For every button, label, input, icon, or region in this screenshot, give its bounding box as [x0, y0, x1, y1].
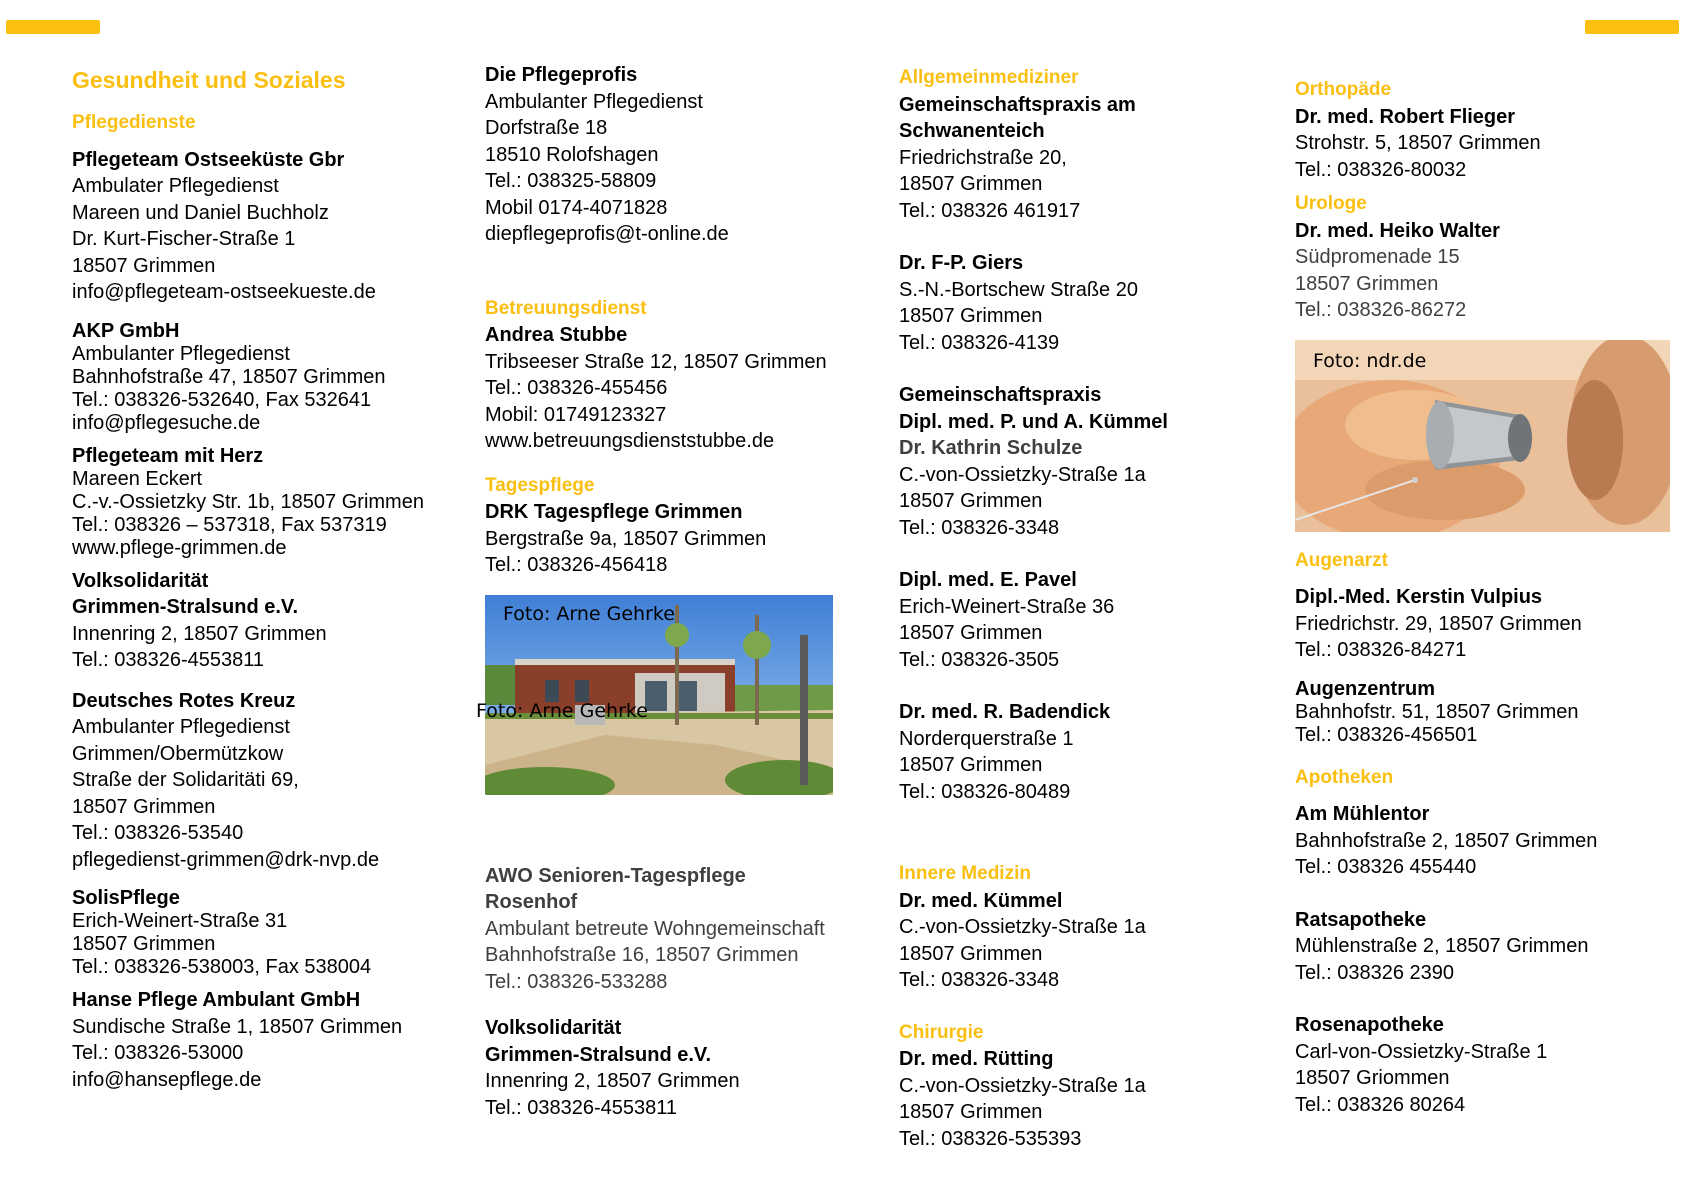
entry-line: Tel.: 038326 461917: [899, 199, 1081, 222]
entry-line: Bergstraße 9a, 18507 Grimmen: [485, 527, 767, 550]
entry-pavel: [899, 567, 1259, 673]
entry-website: www.pflege-grimmen.de: [72, 536, 287, 559]
entry-gemeinschaftspraxis-schwanenteich: [899, 92, 1259, 225]
entry-line: 18507 Grimmen: [1295, 272, 1439, 295]
entry-name: Dr. med. Rütting: [899, 1048, 1054, 1070]
photo-caption: Foto: Arne Gehrke: [503, 602, 675, 625]
ear-exam-photo: [1295, 340, 1670, 532]
entry-line: Tel.: 038326-86272: [1295, 299, 1467, 321]
entry-line: C.-v.-Ossietzky Str. 1b, 18507 Grimmen: [72, 490, 424, 513]
entry-line: Bahnhofstr. 51, 18507 Grimmen: [1295, 700, 1579, 723]
entry-name: AWO Senioren-Tagespflege: [485, 864, 746, 887]
entry-line: S.-N.-Bortschew Straße 20: [899, 278, 1138, 301]
entry-rosenapotheke: [1295, 1012, 1675, 1118]
heading-urologe: Urologe: [1295, 193, 1367, 214]
entry-name: Dipl. med. E. Pavel: [899, 569, 1077, 591]
page-title: Gesundheit und Soziales: [72, 67, 346, 93]
entry-line: C.-von-Ossietzky-Straße 1a: [899, 916, 1146, 938]
entry-line: Tel.: 038326-4139: [899, 331, 1060, 354]
entry-name: Pflegeteam Ostseeküste Gbr: [72, 148, 345, 171]
accent-bar-left: [6, 20, 100, 34]
entry-hanse-pflege: [72, 987, 472, 1093]
entry-line: 18507 Grimmen: [899, 490, 1043, 512]
heading-pflegedienste: Pflegedienste: [72, 112, 196, 133]
entry-name: Ratsapotheke: [1295, 908, 1427, 931]
heading-orthopaede: Orthopäde: [1295, 79, 1392, 100]
entry-line: Mühlenstraße 2, 18507 Grimmen: [1295, 935, 1589, 957]
entry-line: Tel.: 038326-538003, Fax 538004: [72, 956, 372, 978]
entry-andrea-stubbe: [485, 322, 885, 455]
entry-name: Dipl. med. P. und A. Kümmel: [899, 410, 1168, 433]
entry-line: Dr. Kurt-Fischer-Straße 1: [72, 228, 296, 250]
entry-name: Gemeinschaftspraxis: [899, 384, 1102, 406]
entry-website: www.betreuungsdienststubbe.de: [485, 430, 775, 452]
entry-name: SolisPflege: [72, 887, 180, 909]
entry-name: Rosenhof: [485, 891, 578, 913]
entry-line: Carl-von-Ossietzky-Straße 1: [1295, 1040, 1548, 1063]
entry-line: Friedrichstraße 20,: [899, 146, 1067, 169]
entry-augenzentrum: [1295, 678, 1675, 747]
entry-line: Mareen Eckert: [72, 467, 203, 490]
entry-volkssolidaritaet-2: [485, 1015, 885, 1121]
entry-name: Dr. med. Kümmel: [899, 889, 1063, 912]
entry-vulpius: [1295, 584, 1675, 664]
entry-ruetting: [899, 1046, 1259, 1152]
entry-name: Andrea Stubbe: [485, 324, 628, 346]
entry-line: C.-von-Ossietzky-Straße 1a: [899, 463, 1146, 486]
entry-email: info@pflegeteam-ostseekueste.de: [72, 281, 376, 303]
entry-volkssolidaritaet: [72, 568, 472, 674]
entry-line: Tel.: 038326-456501: [1295, 723, 1478, 746]
entry-line: Tel.: 038326-4553811: [72, 649, 265, 671]
entry-line: Friedrichstr. 29, 18507 Grimmen: [1295, 612, 1582, 635]
entry-name: Dr. med. R. Badendick: [899, 701, 1111, 723]
entry-line: 18507 Grimmen: [899, 754, 1043, 776]
entry-line: Bahnhofstraße 2, 18507 Grimmen: [1295, 829, 1598, 852]
entry-line: Tel.: 038326-455456: [485, 377, 668, 399]
heading-betreuungsdienst: Betreuungsdienst: [485, 297, 647, 319]
entry-name: Dr. med. Heiko Walter: [1295, 219, 1500, 242]
entry-line: Tribseeser Straße 12, 18507 Grimmen: [485, 350, 827, 373]
entry-pflegeteam-ostseekueste: [72, 147, 472, 306]
entry-pflegeteam-mit-herz: [72, 445, 472, 560]
entry-line: Tel.: 038326-3348: [899, 516, 1060, 539]
entry-am-muehlentor: [1295, 801, 1675, 881]
entry-walter: [1295, 218, 1675, 324]
entry-name: Volksolidarität: [72, 569, 209, 592]
tagespflege-photo: [485, 595, 833, 795]
entry-name: Dr. med. Robert Flieger: [1295, 105, 1516, 128]
entry-line: Tel.: 038326 80264: [1295, 1093, 1466, 1116]
entry-name: Grimmen-Stralsund e.V.: [485, 1043, 711, 1066]
entry-name: Rosenapotheke: [1295, 1014, 1444, 1036]
entry-line: Dorfstraße 18: [485, 117, 608, 139]
entry-drk-tagespflege: [485, 499, 885, 579]
entry-line: Strohstr. 5, 18507 Grimmen: [1295, 132, 1541, 154]
entry-line: Tel.: 038326-533288: [485, 970, 668, 993]
entry-line: 18507 Grimmen: [899, 173, 1043, 195]
entry-email: info@pflegesuche.de: [72, 411, 261, 434]
entry-line: C.-von-Ossietzky-Straße 1a: [899, 1074, 1146, 1097]
entry-name: Pflegeteam mit Herz: [72, 444, 264, 467]
entry-giers: [899, 250, 1259, 356]
entry-flieger: [1295, 104, 1675, 184]
entry-akp-gmbh: [72, 320, 472, 435]
entry-line: Tel.: 038326-84271: [1295, 639, 1467, 661]
entry-email: info@hansepflege.de: [72, 1068, 262, 1091]
entry-name: Grimmen-Stralsund e.V.: [72, 596, 298, 618]
entry-line: Erich-Weinert-Straße 36: [899, 595, 1115, 618]
entry-line: Innenring 2, 18507 Grimmen: [72, 622, 327, 645]
entry-line: Grimmen/Obermützkow: [72, 742, 284, 765]
column-fachaerzte-apotheken: [1295, 77, 1675, 1118]
entry-line: Ambulater Pflegedienst: [72, 175, 279, 197]
entry-line: Tel.: 038326-456418: [485, 554, 668, 576]
entry-line: Norderquerstraße 1: [899, 727, 1074, 750]
entry-line: Tel.: 038326 – 537318, Fax 537319: [72, 513, 387, 536]
entry-solispflege: [72, 887, 472, 979]
entry-badendick: [899, 699, 1259, 805]
entry-name: Am Mühlentor: [1295, 803, 1430, 825]
entry-line: Bahnhofstraße 16, 18507 Grimmen: [485, 944, 799, 966]
entry-line: Innenring 2, 18507 Grimmen: [485, 1070, 740, 1092]
entry-line: Tel.: 038325-58809: [485, 170, 657, 192]
entry-line: Tel.: 038326-4553811: [485, 1096, 678, 1119]
entry-line: Mareen und Daniel Buchholz: [72, 201, 329, 224]
column-pflege-tagespflege: [485, 62, 885, 1121]
entry-name: DRK Tagespflege Grimmen: [485, 501, 743, 523]
heading-innere-medizin: Innere Medizin: [899, 863, 1031, 884]
entry-name: Dr. Kathrin Schulze: [899, 437, 1083, 459]
entry-line: Ambulanter Pflegedienst: [72, 716, 290, 738]
entry-line: 18507 Grimmen: [72, 254, 216, 277]
entry-name: Gemeinschaftspraxis am: [899, 93, 1136, 116]
entry-name: Volksolidarität: [485, 1017, 622, 1039]
entry-line: Tel.: 038326-80489: [899, 780, 1071, 803]
entry-line: 18507 Grimmen: [899, 622, 1043, 644]
entry-line: Tel.: 038326-3348: [899, 969, 1060, 991]
entry-line: Bahnhofstraße 47, 18507 Grimmen: [72, 365, 386, 388]
heading-augenarzt: Augenarzt: [1295, 549, 1388, 571]
entry-line: 18507 Grimmen: [899, 305, 1043, 327]
entry-email: diepflegeprofis@t-online.de: [485, 223, 729, 245]
entry-ratsapotheke: [1295, 907, 1675, 987]
entry-line: Tel.: 038326-53540: [72, 822, 244, 844]
photo-caption-duplicate: Foto: Arne Gehrke: [476, 700, 648, 722]
entry-line: 18507 Griommen: [1295, 1067, 1450, 1089]
entry-name: Deutsches Rotes Kreuz: [72, 689, 296, 712]
entry-line: Ambulanter Pflegedienst: [485, 90, 703, 113]
heading-allgemeinmediziner: Allgemeinmediziner: [899, 67, 1079, 88]
entry-line: Tel.: 038326 2390: [1295, 961, 1455, 984]
entry-line: Ambulanter Pflegedienst: [72, 342, 290, 365]
entry-name: Augenzentrum: [1295, 677, 1435, 700]
entry-line: Tel.: 038326-53000: [72, 1042, 244, 1064]
entry-line: Südpromenade 15: [1295, 246, 1460, 268]
heading-apotheken: Apotheken: [1295, 766, 1394, 788]
entry-line: Straße der Solidaritäti 69,: [72, 769, 299, 791]
photo-caption: Foto: ndr.de: [1313, 349, 1427, 372]
entry-line: Mobil 0174-4071828: [485, 196, 668, 219]
entry-line: 18510 Rolofshagen: [485, 143, 659, 166]
heading-tagespflege: Tagespflege: [485, 474, 595, 496]
entry-line: 18507 Grimmen: [72, 795, 216, 818]
entry-awo-rosenhof: [485, 863, 885, 996]
entry-praxis-kuemmel: [899, 382, 1259, 541]
entry-name: Dr. F-P. Giers: [899, 252, 1024, 274]
entry-innere-kuemmel: [899, 888, 1259, 994]
entry-line: Mobil: 01749123327: [485, 403, 667, 426]
entry-line: Erich-Weinert-Straße 31: [72, 910, 288, 932]
entry-line: Tel.: 038326-80032: [1295, 158, 1467, 181]
entry-line: Tel.: 038326-3505: [899, 648, 1060, 671]
entry-line: Tel.: 038326-535393: [899, 1127, 1082, 1150]
entry-line: Sundische Straße 1, 18507 Grimmen: [72, 1015, 403, 1038]
entry-line: 18507 Grimmen: [899, 1101, 1043, 1123]
entry-name: Dipl.-Med. Kerstin Vulpius: [1295, 586, 1543, 608]
entry-drk: [72, 688, 472, 874]
entry-name: Schwanenteich: [899, 120, 1045, 142]
entry-line: Ambulant betreute Wohngemeinschaft: [485, 917, 825, 940]
entry-line: 18507 Grimmen: [899, 942, 1043, 965]
entry-name: Die Pflegeprofis: [485, 64, 638, 86]
heading-chirurgie: Chirurgie: [899, 1021, 984, 1043]
entry-line: 18507 Grimmen: [72, 933, 216, 955]
entry-pflegeprofis: [485, 62, 885, 248]
column-aerzte: [899, 65, 1259, 1152]
entry-email: pflegedienst-grimmen@drk-nvp.de: [72, 848, 380, 871]
entry-name: Hanse Pflege Ambulant GmbH: [72, 989, 361, 1011]
accent-bar-right: [1585, 20, 1679, 34]
entry-line: Tel.: 038326 455440: [1295, 856, 1477, 878]
entry-name: AKP GmbH: [72, 319, 180, 342]
entry-line: Tel.: 038326-532640, Fax 532641: [72, 388, 372, 411]
column-pflegedienste: [72, 64, 472, 1093]
